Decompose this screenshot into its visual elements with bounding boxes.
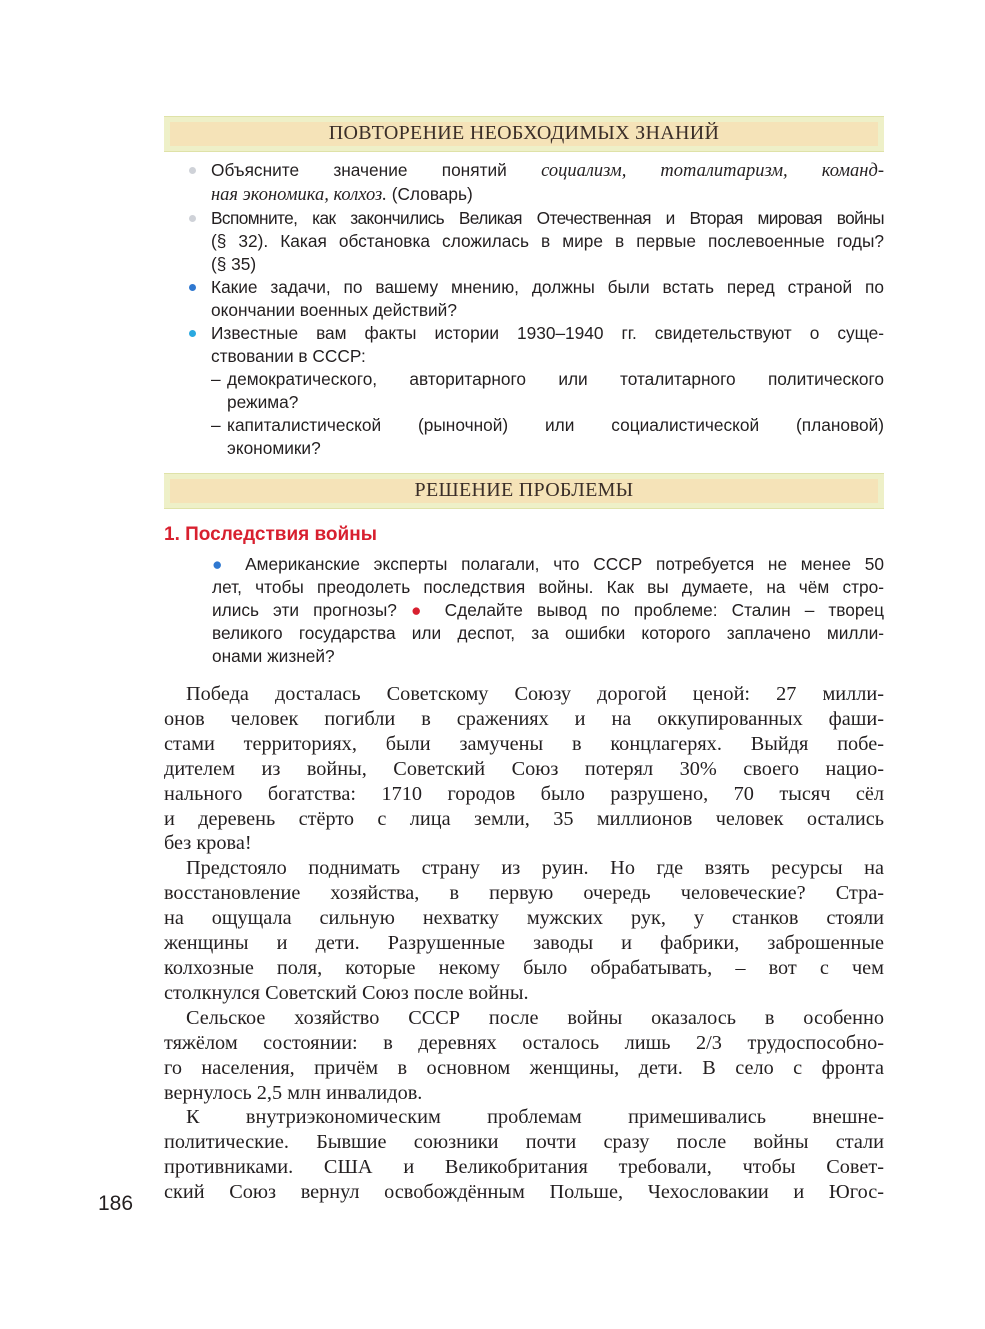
list-item: Объясните значение понятий социализм, тоталитаризм, команд- ная экономика, колхоз. (Словарь) — [211, 159, 884, 207]
text-line: женщины и дети. Разрушенные заводы и фабрики, заброшенные — [164, 932, 884, 955]
text-line: дителем из войны, Советский Союз потерял 30% своего нацио- — [164, 757, 884, 780]
bullet-icon — [189, 330, 196, 337]
text-line: онов человек погибли в сражениях и на оккупированных фаши- — [164, 707, 884, 730]
text-line: колхозные поля, которые некому было обрабатывать, – вот с чем — [164, 956, 884, 979]
sub-item: – демократического, авторитарного или тоталитарного политического режима? — [211, 369, 884, 412]
text-line: Победа досталась Советскому Союзу дорогой ценой: 27 милли- — [186, 683, 884, 705]
text-line: К внутриэкономическим проблемам примешивались внешне- — [186, 1106, 884, 1129]
text-line: го населения, причём в основном женщины, дети. В село с фронта — [164, 1056, 884, 1079]
section-band-review — [164, 116, 884, 152]
bullet-icon — [189, 167, 196, 174]
sub-item: – капиталистической (рыночной) или социалистической (плановой) экономики? — [211, 415, 884, 458]
text-line: стами территориях, были замучены в концлагерях. Выйдя побе- — [164, 732, 884, 755]
list-item: Какие задачи, по вашему мнению, должны были встать перед страной по окончании военных действий? — [211, 276, 884, 322]
body-text — [164, 682, 884, 1205]
review-questions — [186, 159, 884, 460]
paragraph — [164, 682, 884, 856]
bullet-icon — [189, 284, 196, 291]
list-item: Вспомните, как закончились Великая Отечественная и Вторая мировая войны (§ 32). Какая обстановка сложилась в мире в первые послевоенные годы? (§ 35) — [211, 207, 884, 276]
text-line: ский Союз вернул освобождённым Польше, Чехословакии и Югос- — [164, 1181, 884, 1204]
text-line: Сельское хозяйство СССР после войны оказалось в особенно — [186, 1006, 884, 1029]
band-title: ПОВТОРЕНИЕ НЕОБХОДИМЫХ ЗНАНИЙ — [328, 122, 720, 144]
text-line: политические. Бывшие союзники почти сразу после войны стали — [164, 1131, 884, 1154]
bullet-icon: ● — [212, 554, 232, 574]
text-line: на ощущала сильную нехватку мужских рук, у станков стояли — [164, 907, 884, 930]
section-heading: 1. Последствия войны — [164, 524, 377, 545]
text-line: тяжёлом состоянии: в деревнях осталось лишь 2/3 трудоспособно- — [164, 1031, 884, 1054]
text-line: Предстояло поднимать страну из руин. Но где взять ресурсы на — [186, 857, 884, 880]
text-line: противниками. США и Великобритания требовали, чтобы Совет- — [164, 1156, 884, 1179]
paragraph — [164, 1105, 884, 1205]
text-line: нального богатства: 1710 городов было разрушено, 70 тысяч сёл — [164, 782, 884, 805]
text-line: без крова! — [164, 832, 252, 855]
paragraph — [164, 856, 884, 1005]
text-line: столкнулся Советский Союз после войны. — [164, 981, 529, 1004]
text-line: и деревень стёрто с лица земли, 35 миллионов человек остались — [164, 807, 884, 830]
page-number: 186 — [98, 1192, 134, 1215]
problem-task: ● Американские эксперты полагали, что СССР потребуется не менее 50 лет, чтобы преодолеть последствия войны. Как вы думаете, на чём стро- ились эти прогнозы? ● Сделайте вывод по проблеме: Сталин – творец великого государства или деспот, за ошибки которого заплачено милли- онами жизней? — [212, 554, 884, 666]
section-band-problem — [164, 473, 884, 509]
text-line: вернулось 2,5 млн инвалидов. — [164, 1081, 423, 1104]
paragraph — [164, 1006, 884, 1106]
text-line: восстановление хозяйства, в первую очередь человеческие? Стра- — [164, 882, 884, 905]
bullet-icon — [189, 215, 196, 222]
bullet-icon: ● — [410, 600, 431, 620]
list-item: Известные вам факты истории 1930–1940 гг. свидетельствуют о суще- ствовании в СССР: – демократического, авторитарного или тоталитарного политического режима? – капиталистической (рыночной) или социалистической (плановой) экономики? — [211, 322, 884, 460]
band-title: РЕШЕНИЕ ПРОБЛЕМЫ — [414, 479, 634, 501]
